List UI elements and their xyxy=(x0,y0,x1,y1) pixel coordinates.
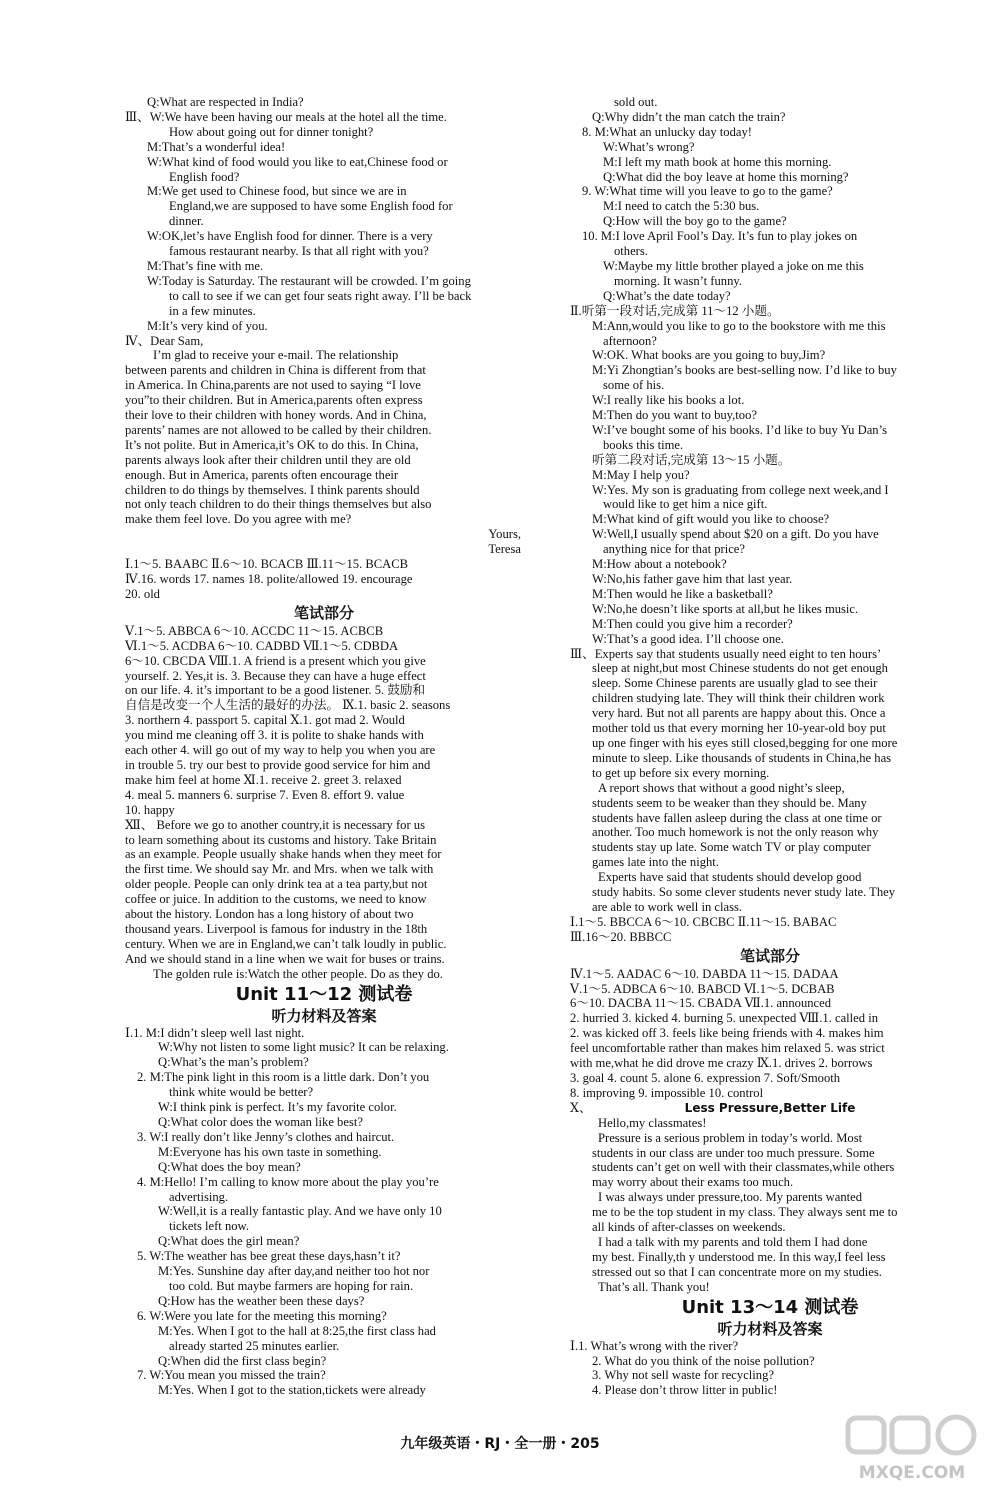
text-line: Ⅳ.1～5. AADAC 6～10. DABDA 11～15. DADAA xyxy=(570,966,839,981)
text-line: W:Today is Saturday. The restaurant will be crowded. I’m going xyxy=(147,273,471,288)
page-footer: 九年级英语・RJ・全一册・205 xyxy=(400,1436,600,1452)
text-line: enough. But in America, parents often encourage their xyxy=(125,467,399,482)
text-line: Ⅳ、Dear Sam, xyxy=(125,333,204,348)
text-line: W:Well,I usually spend about $20 on a gift. Do you have xyxy=(592,527,879,542)
text-line: M:Then do you want to buy,too? xyxy=(592,408,757,423)
text-line: 6. W:Were you late for the meeting this morning? xyxy=(137,1308,387,1323)
text-line: morning. It wasn’t funny. xyxy=(614,273,743,288)
text-line: would like to get him a nice gift. xyxy=(603,497,768,512)
text-line: advertising. xyxy=(169,1189,229,1204)
text-line: Ⅰ.1～5. BBCCA 6～10. CBCBC Ⅱ.11～15. BABAC xyxy=(570,914,837,929)
text-line: tickets left now. xyxy=(169,1219,249,1234)
text-line: Ⅲ.16～20. BBBCC xyxy=(570,929,672,944)
text-line: Ⅻ、 Before we go to another country,it is necessary for us xyxy=(125,817,425,832)
text-line: 3. W:I really don’t like Jenny’s clothes and haircut. xyxy=(137,1129,395,1144)
text-line: not only teach children to do their things themselves but also xyxy=(125,497,432,512)
text-line: Ⅵ.1～5. ACDBA 6～10. CADBD Ⅶ.1～5. CDBDA xyxy=(125,638,399,653)
text-line: W:Yes. My son is graduating from college next week,and I xyxy=(592,482,889,497)
text-line: students can’t get on well with their classmates,while others xyxy=(592,1160,895,1175)
text-line: Q:What color does the woman like best? xyxy=(158,1115,363,1129)
text-line: Q:Why didn’t the man catch the train? xyxy=(592,109,786,124)
text-line: coffee or juice. In addition to the customs, we need to know xyxy=(125,892,427,907)
text-line: 2. What do you think of the noise pollution? xyxy=(592,1353,815,1368)
text-line: too cold. But maybe farmers are hoping for rain. xyxy=(169,1278,414,1293)
text-line: Q:How has the weather been these days? xyxy=(158,1293,365,1308)
text-line: W:Why not listen to some light music? It can be relaxing. xyxy=(158,1040,449,1055)
watermark-logo xyxy=(842,1412,982,1490)
text-line: M:Everyone has his own taste in something. xyxy=(158,1144,382,1159)
text-line: Q:What’s the date today? xyxy=(603,288,731,303)
text-line: parents’ names are not allowed to be called by their children. xyxy=(125,422,432,437)
text-line: M:We get used to Chinese food, but since we are in xyxy=(147,184,407,199)
text-line: And we should stand in a line when we wait for buses or trains. xyxy=(125,951,445,966)
text-line: you mind me cleaning off 3. it is polite to shake hands with xyxy=(125,728,424,743)
text-line: W:No,his father gave him that last year. xyxy=(592,572,793,586)
text-line: sleep. Some Chinese parents are usually glad to see their xyxy=(592,676,878,691)
text-line: Ⅴ.1～5. ADBCA 6～10. BABCD Ⅵ.1～5. DCBAB xyxy=(570,981,835,996)
section-heading: 笔试部分 xyxy=(739,946,800,965)
text-line: M:May I help you? xyxy=(592,467,690,482)
text-line: Ⅱ.听第一段对话,完成第 11～12 小题。 xyxy=(570,303,780,318)
text-line: M:Yi Zhongtian’s books are best-selling now. I’d like to buy xyxy=(592,363,897,378)
left-column xyxy=(125,95,523,1398)
text-line: to learn something about its customs and history. Take Britain xyxy=(125,832,437,847)
text-line: my best. Finally,th y understood me. In this way,I feel less xyxy=(592,1249,886,1264)
text-line: in trouble 5. try our best to provide good service for him and xyxy=(125,757,431,772)
text-line: on our life. 4. it’s important to be a good listener. 5. 鼓励和 xyxy=(125,683,426,698)
text-line: 2. hurried 3. kicked 4. burning 5. unexpected Ⅷ.1. called in xyxy=(570,1011,879,1026)
text-line: How about going out for dinner tonight? xyxy=(169,124,374,139)
text-line: M:I left my math book at home this morning. xyxy=(603,154,832,169)
text-line: make them feel love. Do you agree with me? xyxy=(125,512,352,527)
text-line: M:That’s fine with me. xyxy=(147,258,264,273)
text-line: Q:How will the boy go to the game? xyxy=(603,214,787,229)
text-line: W:Well,it is a really fantastic play. And we have only 10 xyxy=(158,1204,442,1219)
text-line: 4. M:Hello! I’m calling to know more about the play you’re xyxy=(137,1174,439,1189)
text-line: in a few minutes. xyxy=(169,303,256,318)
text-line: about the history. London has a long history of about two xyxy=(125,907,414,922)
text-line: 8. M:What an unlucky day today! xyxy=(582,124,752,139)
text-line: 3. northern 4. passport 5. capital Ⅹ.1. got mad 2. Would xyxy=(125,713,405,728)
text-line: 6～10. DACBA 11～15. CBADA Ⅶ.1. announced xyxy=(570,996,832,1011)
unit-heading: Unit 11～12 测试卷 xyxy=(235,983,413,1005)
text-line: as an example. People usually shake hands when they meet for xyxy=(125,847,442,862)
text-line: each other 4. will go out of my way to help you when you are xyxy=(125,743,436,758)
text-line: children to do things by themselves. I think parents should xyxy=(125,482,420,497)
text-line: some of his. xyxy=(603,378,665,393)
text-line: another. Too much homework is not the only reason why xyxy=(592,825,879,840)
text-line: W:I’ve bought some of his books. I’d like to buy Yu Dan’s xyxy=(592,422,887,437)
text-line: very hard. But not all parents are happy about this. Once a xyxy=(592,706,886,721)
text-line: M:Then could you give him a recorder? xyxy=(592,616,793,631)
text-line: English food? xyxy=(169,169,240,184)
text-line: sold out. xyxy=(614,95,658,109)
text-line: Ⅲ、Experts say that students usually need eight to ten hours’ xyxy=(570,646,882,661)
text-line: Ⅰ.1～5. BAABC Ⅱ.6～10. BCACB Ⅲ.11～15. BCACB xyxy=(125,557,409,572)
text-line: stressed out so that I can concentrate more on my studies. xyxy=(592,1264,882,1279)
text-line: others. xyxy=(614,244,648,259)
text-line: books this time. xyxy=(603,437,684,452)
text-line: sleep at night,but most Chinese students do not get enough xyxy=(592,661,888,676)
text-line: W:What kind of food would you like to eat,Chinese food or xyxy=(147,154,448,169)
text-line: 5. W:The weather has bee great these days,hasn’t it? xyxy=(137,1249,401,1264)
text-line: 自信是改变一个人生活的最好的办法。 Ⅸ.1. basic 2. seasons xyxy=(125,698,451,713)
text-line: M:What kind of gift would you like to choose? xyxy=(592,512,830,527)
text-line: students in our class are under too much pressure. Some xyxy=(592,1145,875,1160)
text-line: afternoon? xyxy=(603,333,657,348)
text-line: W:OK. What books are you going to buy,Jim? xyxy=(592,348,826,363)
text-line: yourself. 2. Yes,it is. 3. Because they can have a huge effect xyxy=(125,668,426,683)
text-line: W:I think pink is perfect. It’s my favorite color. xyxy=(158,1100,397,1115)
text-line: the first time. We should say Mr. and Mrs. when we talk with xyxy=(125,862,434,877)
text-line: W:What’s wrong? xyxy=(603,139,695,154)
text-line: W:Maybe my little brother played a joke on me this xyxy=(603,258,864,273)
text-line: in America. In China,parents are not used to saying “I love xyxy=(125,378,421,393)
text-line: older people. People can only drink tea at a tea party,but not xyxy=(125,877,428,892)
text-line: I’m glad to receive your e-mail. The relationship xyxy=(153,348,399,363)
text-line: 2. was kicked off 3. feels like being friends with 4. makes him xyxy=(570,1026,884,1041)
text-line: W:That’s a good idea. I’ll choose one. xyxy=(592,631,784,646)
text-line: Ⅹ、 Less Pressure,Better Life xyxy=(570,1101,970,1116)
text-line: study habits. So some clever students never study late. They xyxy=(592,885,896,900)
text-line: think white would be better? xyxy=(169,1085,314,1100)
text-line: 4. Please don’t throw litter in public! xyxy=(592,1383,778,1398)
text-line: 6～10. CBCDA Ⅷ.1. A friend is a present which you give xyxy=(125,653,426,668)
text-line: Pressure is a serious problem in today’s world. Most xyxy=(598,1130,863,1145)
text-line: 4. meal 5. manners 6. surprise 7. Even 8. effort 9. value xyxy=(125,787,405,802)
text-line: Q:What’s the man’s problem? xyxy=(158,1055,309,1070)
text-line: W:OK,let’s have English food for dinner. There is a very xyxy=(147,229,433,244)
text-line: M:I need to catch the 5:30 bus. xyxy=(603,199,760,214)
unit-heading: Unit 13～14 测试卷 xyxy=(681,1296,859,1318)
text-line: 7. W:You mean you missed the train? xyxy=(137,1368,326,1383)
text-line: me to be the top student in my class. They always sent me to xyxy=(592,1205,898,1220)
text-line: thousand years. Liverpool is famous for industry in the 18th xyxy=(125,921,428,936)
text-line: Ⅴ.1～5. ABBCA 6～10. ACCDC 11～15. ACBCB xyxy=(125,623,384,638)
text-line: M:Yes. When I got to the station,tickets were already xyxy=(158,1383,426,1398)
text-line: Ⅳ.16. words 17. names 18. polite/allowed 19. encourage xyxy=(125,572,413,586)
text-line: M:Then would he like a basketball? xyxy=(592,586,773,601)
text-line: Teresa xyxy=(488,542,521,557)
text-line: mother told us that every morning her 10-year-old boy put xyxy=(592,721,886,736)
text-line: M:That’s a wonderful idea! xyxy=(147,139,286,154)
text-line: to call to see if we can get four seats right away. I’ll be back xyxy=(169,288,472,303)
text-line: make him feel at home Ⅺ.1. receive 2. greet 3. relaxed xyxy=(125,772,402,787)
svg-text:MXQE.COM: MXQE.COM xyxy=(858,1463,966,1483)
text-line: Ⅰ.1. M:I didn’t sleep well last night. xyxy=(125,1025,305,1040)
text-line: It’s not polite. But in America,it’s OK to do this. In China, xyxy=(125,437,419,452)
text-line: Ⅰ.1. What’s wrong with the river? xyxy=(570,1338,739,1353)
text-line: M:How about a notebook? xyxy=(592,557,727,572)
text-line: children studying late. They will think their children work xyxy=(592,691,885,706)
text-line: feel uncomfortable rather than makes him relaxed 5. was strict xyxy=(570,1041,885,1056)
text-line: 3. goal 4. count 5. alone 6. expression 7. Soft/Smooth xyxy=(570,1071,841,1085)
text-line: all kinds of after-classes on weekends. xyxy=(592,1220,786,1235)
text-line: That’s all. Thank you! xyxy=(598,1279,710,1294)
text-line: 10. M:I love April Fool’s Day. It’s fun to play jokes on xyxy=(582,229,858,244)
text-line: M:Yes. When I got to the hall at 8:25,the first class had xyxy=(158,1323,436,1338)
text-line: minute to sleep. Like thousands of students in China,he has xyxy=(592,750,892,765)
text-line: parents always look after their children until they are old xyxy=(125,452,411,467)
text-line: already started 25 minutes earlier. xyxy=(169,1338,340,1353)
text-line: their love to their children with honey words. And in China, xyxy=(125,408,427,423)
text-line: games late into the night. xyxy=(592,855,719,870)
text-line: M:It’s very kind of you. xyxy=(147,318,268,333)
text-line: M:Yes. Sunshine day after day,and neither too hot nor xyxy=(158,1264,430,1279)
right-column xyxy=(570,95,970,1398)
text-line: you”to their children. But in America,parents often express xyxy=(125,393,423,408)
text-line: W:No,he doesn’t like sports at all,but he likes music. xyxy=(592,601,859,616)
text-line: up one finger with his eyes still closed,begging for one more xyxy=(592,735,898,750)
text-line: Q:What does the girl mean? xyxy=(158,1234,300,1249)
section-heading: 笔试部分 xyxy=(293,603,354,622)
essay-title: Less Pressure,Better Life xyxy=(684,1100,856,1115)
text-line: 2. M:The pink light in this room is a little dark. Don’t you xyxy=(137,1070,430,1085)
text-line: W:I really like his books a lot. xyxy=(592,393,745,408)
text-line: Q:What does the boy mean? xyxy=(158,1159,301,1174)
text-line: I was always under pressure,too. My parents wanted xyxy=(598,1190,863,1205)
answers-subheading: 听力材料及答案 xyxy=(271,1006,377,1025)
text-line: A report shows that without a good night’s sleep, xyxy=(598,780,845,795)
text-line: with me,what he did drove me crazy Ⅸ.1. drives 2. borrows xyxy=(570,1056,873,1071)
text-line: M:Ann,would you like to go to the bookstore with me this xyxy=(592,318,886,333)
text-line: may worry about their exams too much. xyxy=(592,1175,794,1190)
text-line: 3. Why not sell waste for recycling? xyxy=(592,1368,774,1383)
text-line: I had a talk with my parents and told them I had done xyxy=(598,1234,868,1249)
text-line: Q:When did the first class begin? xyxy=(158,1353,327,1368)
text-line: Q:What are respected in India? xyxy=(147,95,304,109)
text-line: anything nice for that price? xyxy=(603,542,745,557)
text-line: century. When we are in England,we can’t talk loudly in public. xyxy=(125,936,447,951)
text-line: Yours, xyxy=(488,527,521,542)
text-line: to get up before six every morning. xyxy=(592,765,770,780)
text-line: 9. W:What time will you leave to go to the game? xyxy=(582,184,833,199)
text-line: 10. happy xyxy=(125,802,175,817)
answers-subheading: 听力材料及答案 xyxy=(717,1319,823,1338)
text-line: are able to work well in class. xyxy=(592,899,743,914)
text-line: Ⅲ、W:We have been having our meals at the hotel all the time. xyxy=(125,109,447,124)
text-line: 20. old xyxy=(125,586,160,601)
text-line: students stay up late. Some watch TV or play computer xyxy=(592,840,871,855)
text-line: Experts have said that students should develop good xyxy=(598,870,862,885)
text-line: 听第二段对话,完成第 13～15 小题。 xyxy=(592,452,791,467)
text-line: dinner. xyxy=(169,214,204,229)
text-line: The golden rule is:Watch the other people. Do as they do. xyxy=(153,966,443,981)
text-line: England,we are supposed to have some English food for xyxy=(169,199,453,214)
text-line: students have fallen asleep during the class at one time or xyxy=(592,810,882,825)
text-line: Q:What did the boy leave at home this morning? xyxy=(603,169,849,184)
text-line: students seem to be weaker than they should be. Many xyxy=(592,795,867,810)
text-line: famous restaurant nearby. Is that all right with you? xyxy=(169,244,429,259)
text-line: between parents and children in China is different from that xyxy=(125,363,426,378)
text-line: Hello,my classmates! xyxy=(598,1115,707,1130)
text-line: 8. improving 9. impossible 10. control xyxy=(570,1085,764,1100)
